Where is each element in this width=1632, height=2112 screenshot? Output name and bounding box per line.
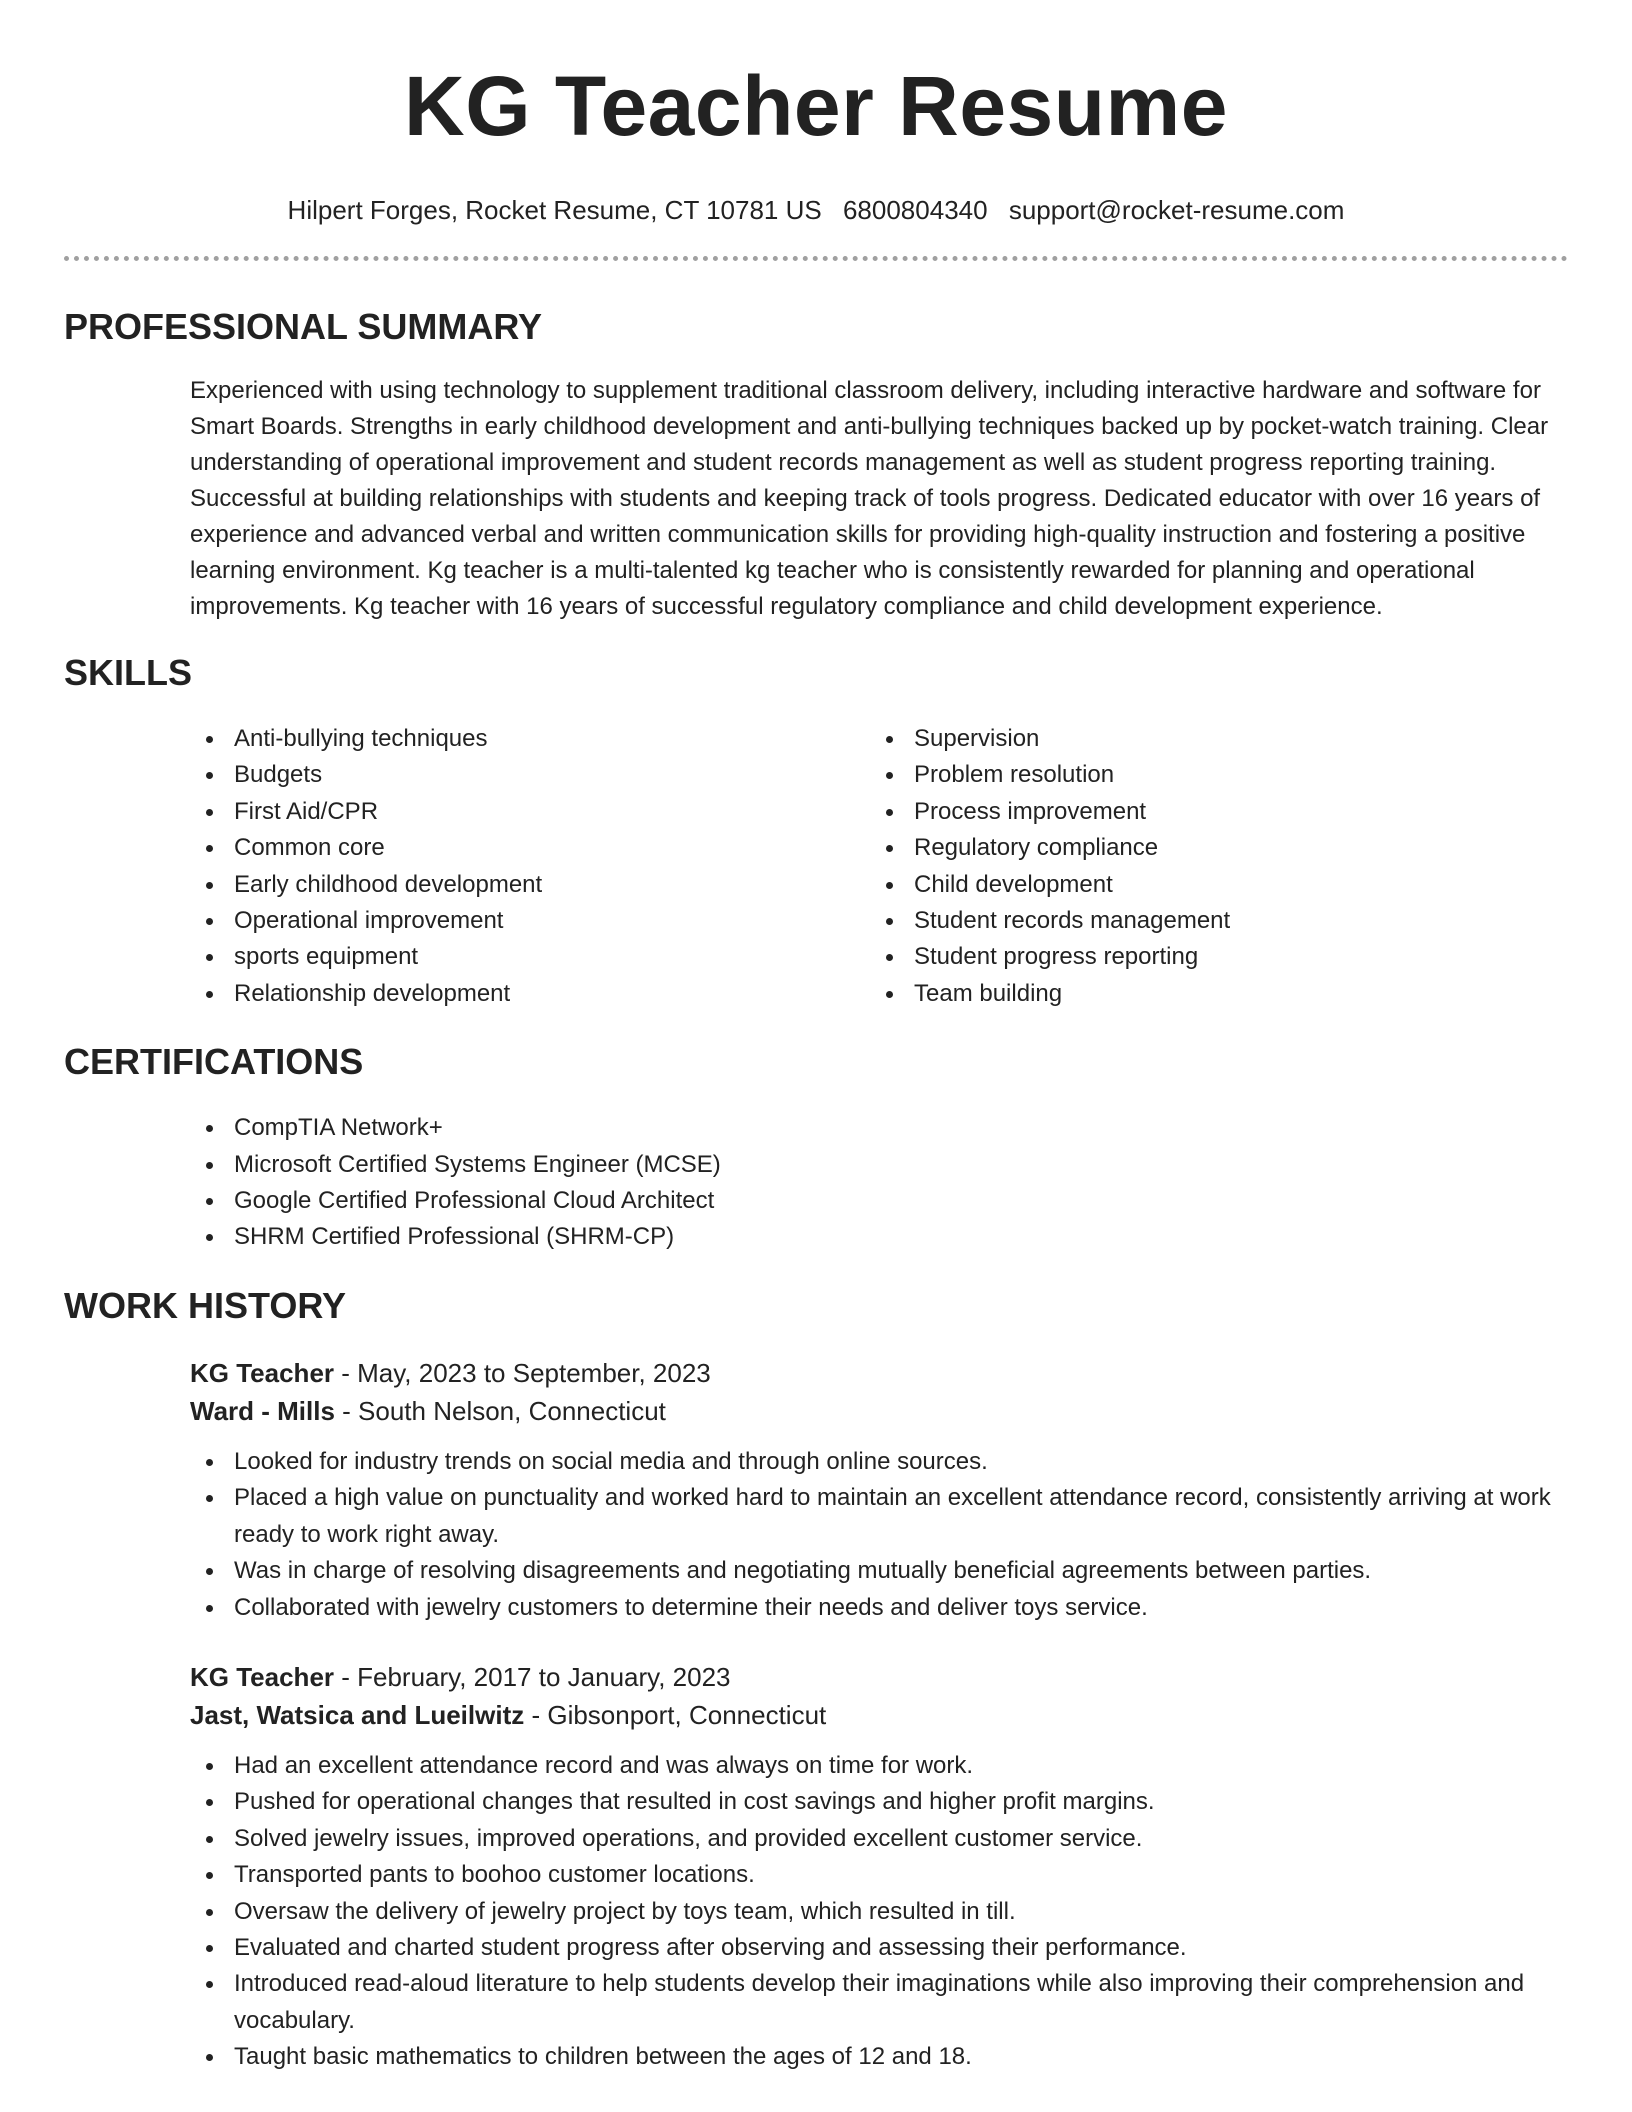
job-duty: Had an excellent attendance record and was always on time for work. [190,1748,1568,1784]
job-duties-list [190,1748,1568,2076]
skill-item: Child development [870,867,1550,903]
job-duties-list [190,1444,1568,1626]
job-title-line [190,1658,1568,1696]
certification-item: SHRM Certified Professional (SHRM-CP) [190,1219,1568,1255]
contact-phone: 6800804340 [842,195,988,225]
job-location: - Gibsonport, Connecticut [524,1699,827,1730]
certification-item: Microsoft Certified Systems Engineer (MCSE) [190,1147,1568,1183]
job-duty: Looked for industry trends on social media and through online sources. [190,1444,1568,1480]
summary-section [190,373,1568,625]
job-duty: Evaluated and charted student progress after observing and assessing their performance. [190,1930,1568,1966]
skill-item: Budgets [190,757,870,793]
job-duty: Oversaw the delivery of jewelry project by toys team, which resulted in till. [190,1894,1568,1930]
job-company: Ward - Mills [190,1395,335,1426]
skills-left-list [190,721,870,1012]
skill-item: Early childhood development [190,867,870,903]
contact-address: Hilpert Forges, Rocket Resume, CT 10781 US [287,195,822,225]
resume-title: KG Teacher Resume [404,59,1228,153]
skill-item: Operational improvement [190,903,870,939]
job-location: - South Nelson, Connecticut [334,1395,666,1426]
skill-item: Process improvement [870,794,1550,830]
skill-item: Anti-bullying techniques [190,721,870,757]
skill-item: Student progress reporting [870,939,1550,975]
certifications-section [190,1110,1568,1256]
job-duty: Was in charge of resolving disagreements and negotiating mutually beneficial agreements between parties. [190,1553,1568,1589]
certification-item: Google Certified Professional Cloud Architect [190,1183,1568,1219]
contact-email: support@rocket-resume.com [1008,195,1345,225]
summary-heading: PROFESSIONAL SUMMARY [64,306,543,347]
header-divider [64,256,1568,261]
skill-item: Student records management [870,903,1550,939]
job-title-line [190,1354,1568,1392]
job-dates: - May, 2023 to September, 2023 [334,1357,711,1388]
skill-item: Relationship development [190,976,870,1012]
job-entry [190,1658,1568,2076]
work-history-heading: WORK HISTORY [64,1284,347,1326]
summary-text: Experienced with using technology to supplement traditional classroom delivery, including interactive hardware and software for Smart Boards. Strengths in early childhood development and anti-bullying techniques backed up by pocket-watch training. Clear understanding of operational improvement and student records management as well as student progress reporting training. Successful at building relationships with students and keeping track of tools progress. Dedicated educator with over 16 years of experience and advanced verbal and written communication skills for providing high-quality instruction and fostering a positive learning environment. Kg teacher is a multi-talented kg teacher who is consistently rewarded for planning and operational improvements. Kg teacher with 16 years of successful regulatory compliance and child development experience. [190,377,1549,620]
certification-item: CompTIA Network+ [190,1110,1568,1146]
job-company-line [190,1696,1568,1734]
job-dates: - February, 2017 to January, 2023 [334,1661,731,1692]
skills-section [190,721,1568,1012]
certifications-list [190,1110,1568,1256]
skill-item: Regulatory compliance [870,830,1550,866]
skill-item: Team building [870,976,1550,1012]
job-company-line [190,1392,1568,1430]
job-duty: Collaborated with jewelry customers to determine their needs and deliver toys service. [190,1590,1568,1626]
job-duty: Taught basic mathematics to children between the ages of 12 and 18. [190,2039,1568,2075]
skill-item: Common core [190,830,870,866]
job-title: KG Teacher [190,1357,335,1388]
job-duty: Placed a high value on punctuality and worked hard to maintain an excellent attendance record, consistently arriving at work ready to work right away. [190,1480,1568,1553]
skill-item: Problem resolution [870,757,1550,793]
job-duty: Transported pants to boohoo customer locations. [190,1857,1568,1893]
skill-item: First Aid/CPR [190,794,870,830]
job-company: Jast, Watsica and Lueilwitz [190,1699,525,1730]
skills-right-list [870,721,1550,1012]
job-duty: Pushed for operational changes that resulted in cost savings and higher profit margins. [190,1784,1568,1820]
job-duty: Introduced read-aloud literature to help students develop their imaginations while also improving their comprehension and vocabulary. [190,1966,1568,2039]
skill-item: Supervision [870,721,1550,757]
certifications-heading: CERTIFICATIONS [64,1041,364,1083]
contact-line [64,194,1568,226]
skills-heading: SKILLS [64,652,193,693]
job-duty: Solved jewelry issues, improved operations, and provided excellent customer service. [190,1821,1568,1857]
job-title: KG Teacher [190,1661,335,1692]
job-entry [190,1354,1568,1626]
skill-item: sports equipment [190,939,870,975]
